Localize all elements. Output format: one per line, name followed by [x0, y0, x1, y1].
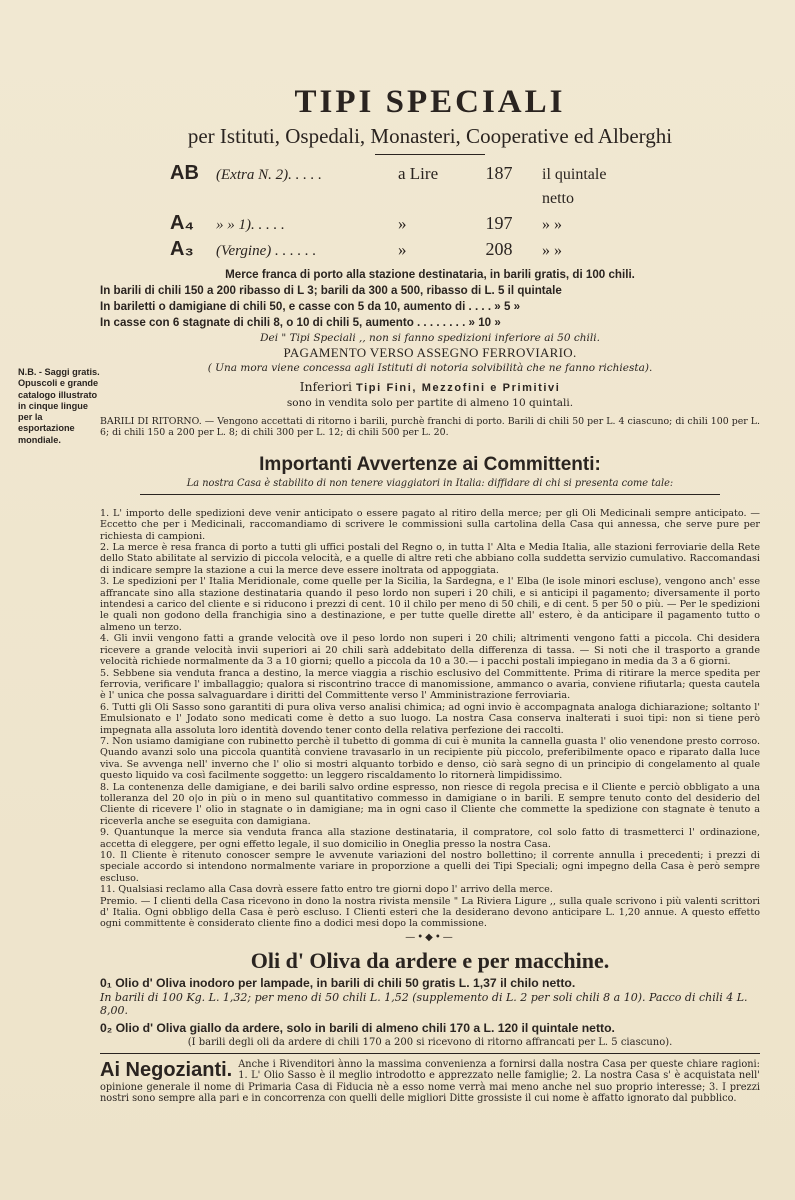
- inferiori-line: [100, 379, 760, 396]
- negozianti-text: Anche i Rivenditori ànno la massima convenienza a fornirsi dalla nostra Casa per queste chiare ragioni: 1. L' Olio Sasso è il meglio introdotto e apprezzato nelle famiglie; 2. La nostra Casa s' è acquistata nell' opinione generale il nome di Primaria Casa di Fiducia nè a esso nome verrà mai meno anche nel suo proprio interesse; 3. I prezzi nostri sono sempre alla pari e in concorrenza con quelli delle migliori Ditte grossiste il cui nome è affatto ignorato dal pubblico.: [100, 1058, 760, 1105]
- price-value: 187: [485, 163, 513, 183]
- list-item: 1. L' importo delle spedizioni deve venir anticipato o essere pagato al ritiro della merce; per gli Oli Medicinali sempre anticipato. — Eccetto che per i Medicinali, raccomandiamo di scrivere le commissioni sulla cartolina della Casa qui annessa, che serve pure per richiesta di campioni.: [100, 507, 760, 542]
- oli-title: Oli d' Oliva da ardere e per macchine.: [250, 947, 610, 973]
- oil-line: (I barili degli oli da ardere di chili 170 a 200 si ricevono di ritorno affrancati per L. 5 ciascuno).: [187, 1036, 673, 1048]
- oil-line: 0₂ Olio d' Oliva giallo da ardere, solo in barili di almeno chili 170 a L. 120 il quintale netto.: [100, 1020, 615, 1035]
- condition-note: Dei " Tipi Speciali ,, non si fanno spedizioni inferiore ai 50 chili.: [260, 332, 600, 344]
- condition-line: In bariletti o damigiane di chili 50, e casse con 5 da 10, aumento di . . . . » 5 »: [100, 300, 521, 313]
- side-note: N.B. - Saggi gratis. Opuscoli e grande catalogo illustrato in cinque lingue per la esportazione mondiale.: [18, 367, 100, 445]
- oil-line: 0₁ Olio d' Oliva inodoro per lampade, in barili di chili 50 gratis L. 1,37 il chilo netto.: [100, 975, 576, 990]
- list-item: 5. Sebbene sia venduta franca a destino, la merce viaggia a rischio esclusivo del Committente. Prima di ritirare la merce spedita per ferrovia, verificare l' imballaggio; qualora si riscontrino tracce di manomissione, ammanco o avaria, conviene rifiutarla; questa cautela è l' unica che possa salvaguardare i diritti del Committente verso l' Amministrazione ferroviaria.: [100, 667, 760, 702]
- price-unit: a Lire: [398, 164, 439, 183]
- list-item: 10. Il Cliente è ritenuto conoscer sempre le avvenute variazioni del nostro bollettino; il corrente annulla i precedenti; i prezzi di speciale accordo si intendono normalmente variare in proporzione a quelli dei Tipi Speciali; ogni impegno della Casa è però sempre escluso.: [100, 850, 760, 884]
- negozianti-title: Ai Negozianti.: [100, 1058, 233, 1081]
- avvertenze-subtitle: La nostra Casa è stabilito di non tenere viaggiatori in Italia: diffidare di chi si presenta come tale:: [186, 477, 674, 489]
- list-item: 9. Quantunque la merce sia venduta franca alla stazione destinataria, il compratore, col solo fatto di trasmetterci l' ordinazione, accetta di eleggere, per ogni effetto legale, il suo domicilio in Oneglia presso la nostra Casa.: [100, 827, 760, 850]
- condition-line: In barili di chili 150 a 200 ribasso di L 3; barili da 300 a 500, ribasso di L. 5 il quintale: [100, 284, 562, 297]
- section-divider: [140, 494, 720, 495]
- list-item: 3. Le spedizioni per l' Italia Meridionale, come quelle per la Sicilia, la Sardegna, e l' Elba (le isole minori escluse), vengono anch' esse affrancate sino alla stazione destinataria quando il peso lordo non superi i 20 chili, e si anticipi il pagamento; diversamente il porto intendesi a carico del cliente e si riducono i prezzi di cent. 10 il chilo per meno di 50 chili, e di cent. 5 per 50 o più. — Per le spedizioni le quali non godono della franchigia sino a destinazione, e per tutte quelle dirette all' estero, è da anticipare il pagamento tutto o almeno un terzo.: [100, 576, 760, 633]
- payment-note: PAGAMENTO VERSO ASSEGNO FERROVIARIO.: [283, 345, 577, 360]
- list-item: 2. La merce è resa franca di porto a tutti gli uffici postali del Regno o, in tutta l' Alta e Media Italia, alle stazioni ferroviarie della Rete dello Stato abilitate al servizio di piccola velocità, e a quelle di altre reti che abbiano colla suddetta servizio cumulativo. Raccomandasi di indicare sempre la stazione a cui la merce deve essere inoltrata od appoggiata.: [100, 542, 760, 576]
- price-value: 208: [485, 239, 513, 259]
- price-row: [170, 161, 760, 211]
- price-row: [170, 211, 760, 237]
- price-value: 197: [485, 213, 513, 233]
- price-code: A₃: [170, 238, 194, 260]
- list-item: 6. Tutti gli Oli Sasso sono garantiti di pura oliva verso analisi chimica; ad ogni invio è accompagnata analoga dichiarazione; soltanto l' Emulsionato e l' Jodato sono medicati come è detto a suo luogo. La nostra Casa conserva inalterati i suoi tipi: non si tiene però impegnata alla assoluta loro identità dovendo tener conto della relativa perfezione dei raccolti.: [100, 701, 760, 736]
- price-unit: »: [398, 214, 407, 233]
- inferiori-prefix: Inferiori: [299, 379, 353, 394]
- price-tail: il quintale netto: [542, 166, 607, 207]
- list-item: Premio. — I clienti della Casa ricevono in dono la nostra rivista mensile " La Riviera Ligure ,, sulla quale scrivono i più valenti scrittori d' Italia. Ogni obbligo della Casa è però escluso. I Clienti esteri che la desiderano devono anticipare L. 1,20 annue. A questo effetto ogni committente è considerato cliente fino a dodici mesi dopo la commissione.: [100, 895, 760, 930]
- avvertenze-list: [100, 508, 760, 930]
- oil-line: In barili di 100 Kg. L. 1,32; per meno di 50 chili L. 1,52 (supplemento di L. 2 per soli chili 8 a 10). Pacco di chili 4 L. 8,00.: [100, 990, 748, 1017]
- price-desc: (Extra N. 2). . . . .: [216, 167, 322, 183]
- price-code: AB: [170, 162, 199, 184]
- barili-note: BARILI DI RITORNO. — Vengono accettati di ritorno i barili, purchè franchi di porto. Barili di chili 50 per L. 4 ciascuno; di chili 100 per L. 6; di chili 150 a 200 per L. 8; di chili 300 per L. 12; di chili 500 per L. 20.: [100, 416, 760, 439]
- price-tail: » »: [542, 216, 562, 233]
- main-column: [100, 82, 760, 1105]
- condition-note: ( Una mora viene concessa agli Istituti di notoria solvibilità che ne fanno richiesta).: [207, 362, 653, 374]
- title-divider: [375, 154, 485, 155]
- inferiori-types: Tipi Fini, Mezzofini e Primitivi: [356, 382, 561, 394]
- price-desc: » » 1). . . . .: [216, 217, 285, 233]
- price-code: A₄: [170, 212, 194, 234]
- condition-line: In casse con 6 stagnate di chili 8, o 10 di chili 5, aumento . . . . . . . . » 10 »: [100, 316, 501, 329]
- page-subtitle: per Istituti, Ospedali, Monasteri, Cooperative ed Alberghi: [187, 124, 673, 148]
- negozianti-block: [100, 1053, 760, 1105]
- price-desc: (Vergine) . . . . . .: [216, 243, 317, 259]
- page-title: TIPI SPECIALI: [294, 84, 566, 120]
- list-item: 7. Non usiamo damigiane con rubinetto perchè il tubetto di gomma di cui è munita la cannella guasta l' olio venendone presto corroso. Quando avanzi solo una piccola quantità conviene travasarlo in un recipiente più piccolo, preferibilmente opaco e riparato dalla luce viva. Se avvenga nell' inverno che l' olio si mostri alquanto torbido e denso, ciò sarà segno di un principio di congelamento al quale questo liquido va così facilmente soggetto: un leggero riscaldamento lo ritornerà limpidissimo.: [100, 735, 760, 782]
- list-item: 8. La contenenza delle damigiane, e dei barili salvo ordine espresso, non riesce di regola precisa e il Cliente e perciò obbligato a una tolleranza del 20 o|o in più o in meno sul quantitativo commesso in damigiane o in barili. E sempre tenuto conto del desiderio del Cliente di ricevere l' olio in stagnate o in damigiane; ma in ogni caso il Cliente che commette la spedizione con stagnate è tenuto a riceverla anche se eseguita con damigiana.: [100, 781, 760, 827]
- avvertenze-title: Importanti Avvertenze ai Committenti:: [259, 453, 601, 475]
- price-row: [170, 237, 760, 263]
- price-unit: »: [398, 240, 407, 259]
- inferiori-suffix: sono in vendita solo per partite di almeno 10 quintali.: [286, 397, 574, 409]
- list-item: 4. Gli invii vengono fatti a grande velocità ove il peso lordo non superi i 20 chili; altrimenti vengono fatti a piccola. Chi desidera ricevere a grande velocità invii superiori ai 20 chili sarà addebitato della differenza di tassa. — Si noti che il trasporto a grande velocità richiede normalmente da 3 a 10 giorni; quello a piccola da 10 a 30.— i pacchi postali impiegano in media da 3 a 6 giorni.: [100, 633, 760, 668]
- condition-line: Merce franca di porto alla stazione destinataria, in barili gratis, di 100 chili.: [225, 268, 635, 281]
- list-item: 11. Qualsiasi reclamo alla Casa dovrà essere fatto entro tre giorni dopo l' arrivo della merce.: [100, 884, 553, 896]
- price-list: [100, 161, 760, 263]
- ornament-divider: —•◆•—: [405, 931, 455, 943]
- price-tail: » »: [542, 242, 562, 259]
